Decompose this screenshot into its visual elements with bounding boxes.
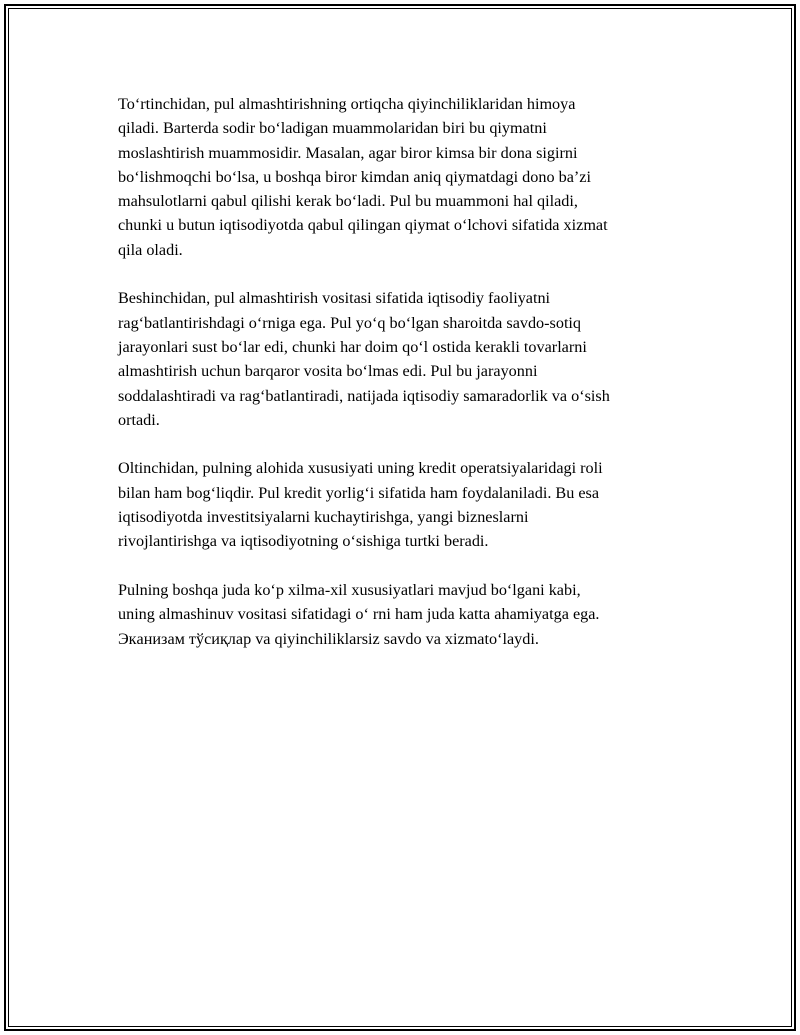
text-line: bo‘lishmoqchi bo‘lsa, u boshqa biror kimdan aniq qiymatdagi dono ba’zi bbox=[118, 167, 591, 186]
text-line: rivojlantirishga va iqtisodiyotning o‘sishiga turtki beradi. bbox=[118, 532, 489, 551]
text-line: To‘rtinchidan, pul almashtirishning ortiqcha qiyinchiliklaridan himoya bbox=[118, 95, 576, 113]
text-line: Экaнизам тўсиқлар va qiyinchiliklarsiz savdo va xizmato‘laydi. bbox=[118, 629, 539, 648]
paragraph-1 bbox=[118, 92, 688, 262]
text-line: rag‘batlantirishdagi o‘rniga ega. Pul yo‘q bo‘lgan sharoitda savdo-sotiq bbox=[118, 313, 582, 332]
text-line: jarayonlari sust bo‘lar edi, chunki har doim qo‘l ostida kerakli tovarlarni bbox=[118, 337, 587, 356]
paragraph-4 bbox=[118, 578, 688, 651]
text-line: Pulning boshqa juda ko‘p xilma-xil xususiyatlari mavjud bo‘lgani kabi, bbox=[118, 580, 581, 599]
text-line: qila oladi. bbox=[118, 240, 183, 259]
text-line: uning almashinuv vositasi sifatidagi o‘ rni ham juda katta ahamiyatga ega. bbox=[118, 605, 600, 624]
text-line: iqtisodiyotda investitsiyalarni kuchaytirishga, yangi bizneslarni bbox=[118, 508, 529, 527]
text-line: soddalashtiradi va rag‘batlantiradi, natijada iqtisodiy samaradorlik va o‘sish bbox=[118, 386, 610, 405]
text-line: bilan ham bog‘liqdir. Pul kredit yorlig‘i sifatida ham foydalaniladi. Bu esa bbox=[118, 483, 600, 502]
text-line: Oltinchidan, pulning alohida xususiyati uning kredit operatsiyalaridagi roli bbox=[118, 459, 603, 478]
paragraph-3 bbox=[118, 456, 688, 553]
text-line: Beshinchidan, pul almashtirish vositasi sifatida iqtisodiy faoliyatni bbox=[118, 289, 551, 308]
text-line: moslashtirish muammosidir. Masalan, agar biror kimsa bir dona sigirni bbox=[118, 143, 578, 162]
text-line: almashtirish uchun barqaror vosita bo‘lmas edi. Pul bu jarayonni bbox=[118, 362, 538, 381]
text-line: chunki u butun iqtisodiyotda qabul qilingan qiymat o‘lchovi sifatida xizmat bbox=[118, 216, 608, 235]
text-line: qiladi. Barterda sodir bo‘ladigan muammolaridan biri bu qiymatni bbox=[118, 119, 547, 138]
paragraph-2 bbox=[118, 286, 688, 432]
text-line: ortadi. bbox=[118, 410, 160, 429]
document-body bbox=[118, 92, 688, 675]
text-line: mahsulotlarni qabul qilishi kerak bo‘ladi. Pul bu muammoni hal qiladi, bbox=[118, 192, 578, 211]
